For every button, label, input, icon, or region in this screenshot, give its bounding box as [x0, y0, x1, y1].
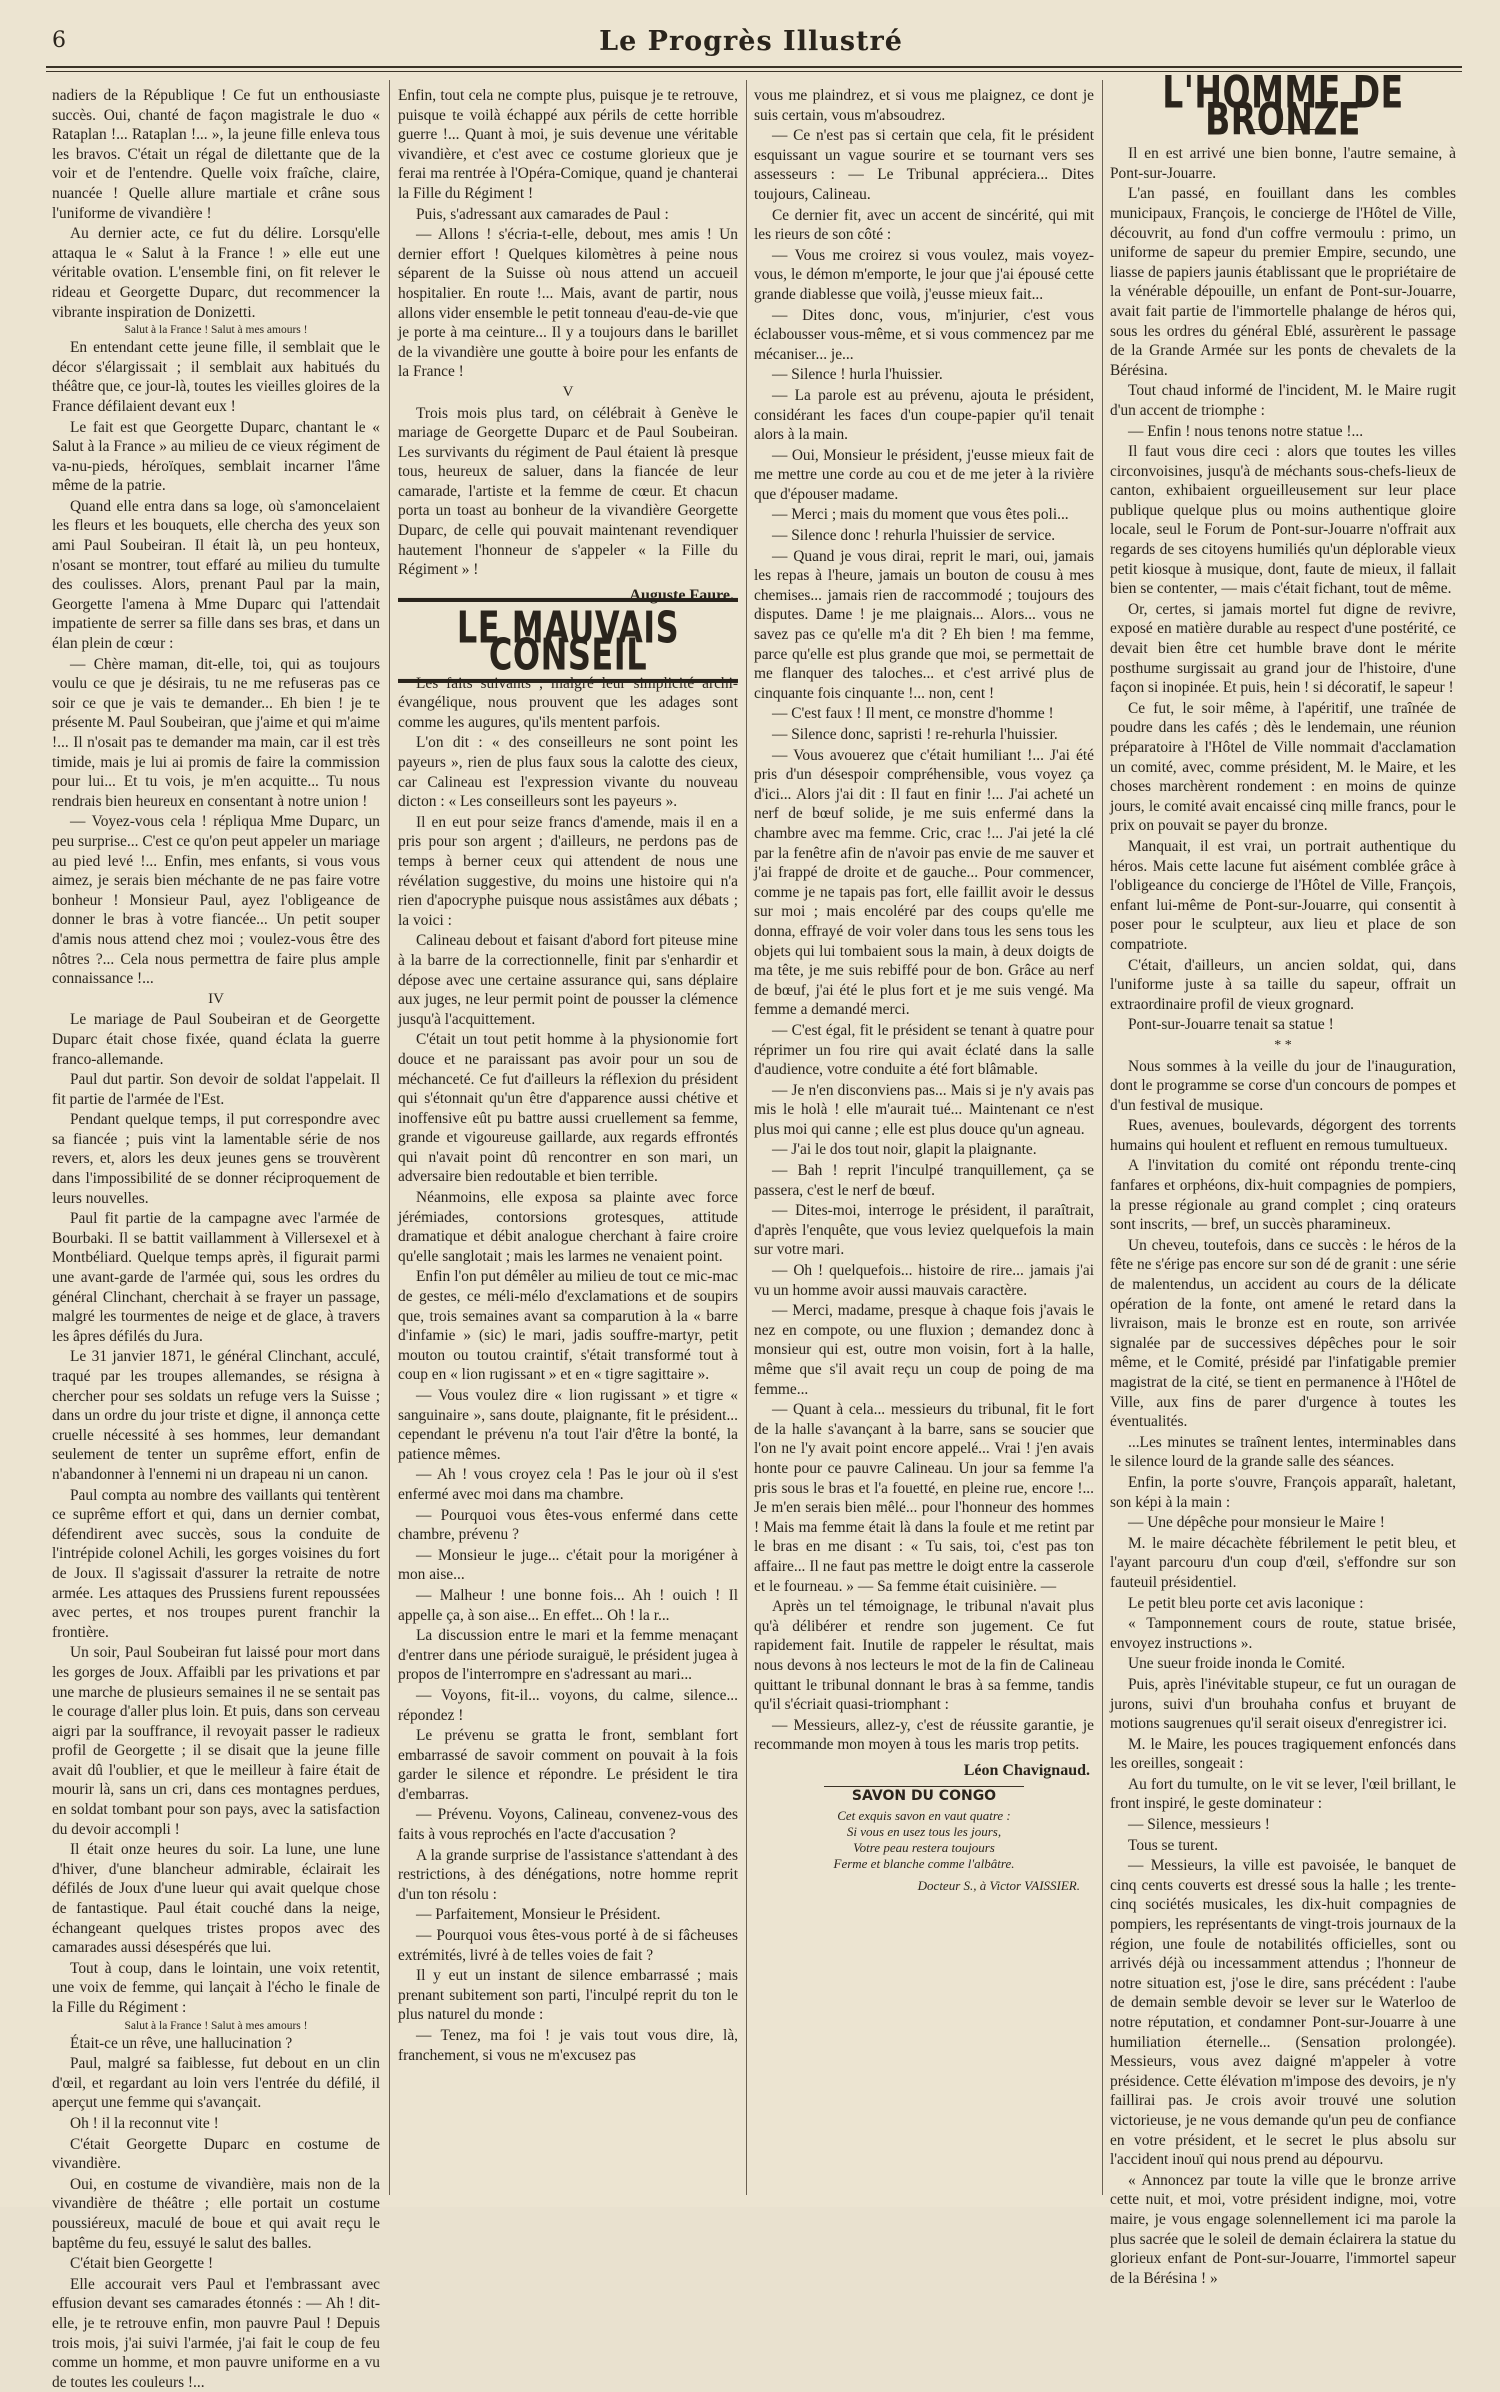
paragraph: Puis, s'adressant aux camarades de Paul :: [416, 205, 669, 223]
paragraph: A la grande surprise de l'assistance s'attendant à des restrictions, à des dénégations, notre homme reprit d'un ton résolu :: [398, 1846, 738, 1903]
ad-line: Votre peau restera toujours: [853, 1840, 995, 1856]
author-signature: Auguste Faure.: [629, 586, 734, 604]
column-divider: [746, 80, 747, 2195]
article-title: L'HOMME DE BRONZE: [1162, 65, 1404, 145]
paragraph: — Voyez-vous cela ! répliqua Mme Duparc, un peu surprise... C'est ce qu'on peut appeler un mariage au pied levé !... Enfin, mes enfants, si vous vous aimez, je serais bien méchante de ne pas faire votre bonheur ! Monsieur Paul, ayez l'obligeance de donner le bras à votre fiancée... Un petit souper d'amis nous attend chez moi ; voulez-vous être des nôtres ?... Cela nous permettra de faire plus ample connaissance !...: [52, 813, 380, 988]
paragraph: — J'ai le dos tout noir, glapit la plaignante.: [772, 1141, 1037, 1159]
paragraph: Les faits suivants ; malgré leur simplicité archi-évangélique, nous prouvent que les adages sont comme les augures, qu'ils mentent parfois.: [398, 674, 738, 731]
paragraph: Le prévenu se gratta le front, semblant fort embarrassé de savoir comment on pouvait à la fois garder le silence et répondre. Le président le tira d'embarras.: [398, 1727, 738, 1803]
paragraph: Tout à coup, dans le lointain, une voix retentit, une voix de femme, qui lançait à l'écho le finale de la Fille du Régiment :: [52, 1959, 380, 2016]
paragraph: Paul dut partir. Son devoir de soldat l'appelait. Il fit partie de l'armée de l'Est.: [52, 1071, 380, 1108]
paragraph: Pendant quelque temps, il put correspondre avec sa fiancée ; puis vint la lamentable série de nos revers, et, alors les deux jeunes gens se trouvèrent dans l'impossibilité de se donner réciproquement de leurs nouvelles.: [52, 1111, 380, 1207]
ad-line: Si vous en usez tous les jours,: [846, 1824, 1002, 1840]
paragraph: Paul compta au nombre des vaillants qui tentèrent ce suprême effort et qui, dans un dernier combat, défendirent avec succès, sous la conduite de l'intrépide colonel Achili, les gorges voisines du fort de Joux. Il s'agissait d'assurer la retraite de notre armée. Les attaques des Prussiens furent repoussées avec pertes, et nos troupes purent franchir la frontière.: [52, 1486, 380, 1641]
paragraph: « Tamponnement cours de route, statue brisée, envoyez instructions ».: [1110, 1615, 1456, 1652]
page-number: 6: [52, 28, 66, 53]
column-1: [52, 86, 380, 2391]
paragraph: — C'est faux ! Il ment, ce monstre d'homme !: [772, 705, 1054, 723]
paragraph: — Silence, messieurs !: [1128, 1816, 1270, 1834]
paragraph: En entendant cette jeune fille, il semblait que le décor s'élargissait ; il semblait aux habitués du théâtre que, ce jour-là, toutes les vieilles gloires de la France défilaient devant eux !: [52, 339, 380, 415]
paragraph: — Bah ! reprit l'inculpé tranquillement, ça se passera, c'est le nerf de bœuf.: [754, 1162, 1094, 1199]
paragraph: Tous se turent.: [1128, 1836, 1218, 1854]
paragraph: A l'invitation du comité ont répondu trente-cinq fanfares et orphéons, dix-huit compagnies de pompiers, la presse régionale au grand complet ; cinq orateurs sont inscrits, — bref, un succès pharamineux.: [1110, 1157, 1456, 1234]
paragraph: — Pourquoi vous êtes-vous porté à de si fâcheuses extrémités, livré à de telles voies de fait ?: [398, 1927, 738, 1964]
paragraph: — Messieurs, allez-y, c'est de réussite garantie, je recommande mon moyen à tous les maris trop petits.: [754, 1716, 1094, 1754]
paragraph: — Merci, madame, presque à chaque fois j'avais le nez en compote, ou une fluxion ; demandez donc à monsieur qui est, outre mon voisin, fort à la halle, même que s'il avait reçu un coup de poing de ma femme...: [754, 1302, 1094, 1398]
paragraph: vous me plaindrez, et si vous me plaignez, ce dont je suis certain, vous m'absoudrez.: [754, 87, 1094, 124]
paragraph: C'était, d'ailleurs, un ancien soldat, qui, dans l'uniforme juste à sa taille du sapeur, offrait un extraordinaire profil de vieux grognard.: [1110, 956, 1456, 1013]
paragraph: — Messieurs, la ville est pavoisée, le banquet de cinq cents couverts est dressé sous la halle ; les trente-cinq sociétés musicales, les dix-huit compagnies de pompiers, les représentants de vingt-trois journaux de la région, une foule de notabilités officielles, sont ou arrivés déjà ou incessamment attendus ; l'honneur de notre situation est, j'ose le dire, sans précédent : l'aube de demain semble devoir se lever sur le Waterloo de notre réputation, et condamner Pont-sur-Jouarre à une humiliation éternelle... (Sensation prolongée). Messieurs, vous avez daigné m'appeler à votre présidence. Cette élévation m'impose des devoirs, je n'y faillirai pas. Je crois avoir trouvé une solution victorieuse, je ne vous demande qu'un peu de confiance en votre président, et le secret le plus absolu sur l'accident inouï qui nous prend au dépourvu.: [1110, 1857, 1456, 2169]
paragraph: Il en eut pour seize francs d'amende, mais il en a pris pour son argent ; d'ailleurs, ne perdons pas de temps à berner ceux qui attendent de nous une révélation suggestive, du moins une histoire qui n'a rien d'apocryphe puisque nous assistâmes aux débats ; la voici :: [398, 813, 738, 929]
paragraph: M. le Maire, les pouces tragiquement enfoncés dans les oreilles, songeait :: [1110, 1735, 1456, 1773]
paragraph: — Silence ! hurla l'huissier.: [772, 366, 943, 384]
paragraph: Enfin l'on put démêler au milieu de tout ce mic-mac de gestes, ce méli-mélo d'exclamations et de soupirs que, trois semaines avant sa comparution à la « barre d'infamie » (sic) le mari, jadis souffre-martyr, petit mouton ou toutou craintif, s'était transformé tout à coup en « lion rugissant » et en « tigre sagittaire ».: [398, 1268, 738, 1384]
page-header: [46, 26, 1456, 60]
paragraph: C'était un tout petit homme à la physionomie fort douce et ne paraissant pas avoir pour un sou de méchanceté. Ce fut d'ailleurs la réflexion du président qui s'étonnait qu'un être d'apparence aussi chétive et inoffensive eût pu battre aussi cruellement sa femme, grande et vigoureuse gaillarde, aux regards effrontés qui n'avait point dû rencontrer en son mari, un adversaire bien redoutable et bien terrible.: [398, 1031, 738, 1186]
paragraph: Le petit bleu porte cet avis laconique :: [1128, 1594, 1364, 1612]
paragraph: Un soir, Paul Soubeiran fut laissé pour mort dans les gorges de Joux. Affaibli par les privations et par une marche de plusieurs semaines il ne se sentait pas le courage d'aller plus loin. Et puis, dans son cerveau aigri par la souffrance, il revoyait passer le radieux profil de Georgette ; il se disait que la jeune fille avait dû l'oublier, et que le meilleur à faire était de mourir là, sans un cri, dans ces montagnes perdues, en soldat tombant pour son pays, avec la satisfaction du devoir accompli !: [52, 1644, 380, 1838]
ad-line: Cet exquis savon en vaut quatre :: [837, 1808, 1011, 1824]
paragraph: Au dernier acte, ce fut du délire. Lorsqu'elle attaqua le « Salut à la France ! » elle eut une véritable ovation. L'ensemble fini, on fit relever le rideau et Georgette Duparc, dut recommencer la vibrante inspiration de Donizetti.: [52, 225, 380, 321]
paragraph: — Je n'en disconviens pas... Mais si je n'y avais pas mis le holà ! elle m'aurait tué... Maintenant ce n'est plus moi qui canne ; elle est plus douce qu'un agneau.: [754, 1081, 1094, 1138]
paragraph: Néanmoins, elle exposa sa plainte avec force jérémiades, contorsions grotesques, attitude dramatique et débit analogue cherchant à faire croire qu'elle sanglotait ; mais les larmes ne venaient point.: [398, 1189, 738, 1265]
paragraph: — Allons ! s'écria-t-elle, debout, mes amis ! Un dernier effort ! Quelques kilomètres à peine nous séparent de la Suisse où nous attend un accueil hospitalier. En route !... Mais, avant de partir, nous allons vider ensemble le petit tonneau d'eau-de-vie que je porte à ma ceinture... Il y a toujours dans le barillet de la vivandière une goutte à boire pour les enfants de la France !: [398, 226, 738, 381]
paragraph: — Chère maman, dit-elle, toi, qui as toujours voulu ce que je désirais, tu ne me refuseras pas ce soir ce que je vais te demander... Eh bien ! je te présente M. Paul Soubeiran, que j'aime et qui m'aime !... Il n'osait pas te demander ma main, car il est très timide, mais je lui ai promis de faire la commission pour lui... Et tu vois, je m'en acquitte... Tu nous rendrais bien heureux en consentant à notre union !: [52, 655, 380, 810]
paragraph: Trois mois plus tard, on célébrait à Genève le mariage de Georgette Duparc et de Paul Soubeiran. Les survivants du régiment de Paul étaient là presque tous, heureux de saluer, dans la fiancée de leur camarade, l'artiste et la femme de cœur. Et chacun porta un toast au bonheur de la vivandière Georgette Duparc, de celle qui pouvait maintenant revendiquer hautement l'honneur de s'appeler « la Fille du Régiment » !: [398, 404, 738, 579]
paragraph: Il faut vous dire ceci : alors que toutes les villes circonvoisines, jusqu'à de méchants sous-chefs-lieux de canton, exhibaient orgueilleusement sur leur place publique quelque plus ou moins authentique gloire locale, seul le Forum de Pont-sur-Jouarre n'offrait aux regards de ses citoyens humiliés qu'un déplorable vieux petit kiosque à musique, dont, faute de mieux, il fallait bien se contenter, — mais c'était fichant, tout de même.: [1110, 443, 1456, 598]
column-divider: [1102, 80, 1103, 2195]
paragraph: M. le maire décachète fébrilement le petit bleu, et l'ayant parcouru d'un coup d'œil, s'effondre sur son fauteuil présidentiel.: [1110, 1534, 1456, 1591]
paragraph: La discussion entre le mari et la femme menaçant d'entrer dans une période suraiguë, le président jugea à propos de l'interrompre en s'adressant au mari...: [398, 1627, 738, 1684]
paragraph: — La parole est au prévenu, ajouta le président, considérant les faces d'un coupe-papier qu'il tenait alors à la main.: [754, 386, 1094, 444]
paragraph: — Monsieur le juge... c'était pour la morigéner à mon aise...: [398, 1546, 738, 1584]
paragraph: — Quand je vous dirai, reprit le mari, oui, jamais les repas à l'heure, jamais un bouton de cousu à mes chemises... jamais rien de raccommodé ; toujours des disputes. Dame ! je me plaignais... Alors... vous ne savez pas ce qu'elle m'a dit ? Eh bien ! ma femme, parce qu'elle est plus grande que moi, se permettait de me flanquer des taloches... et c'est arrivé plus de cinquante fois cinquante !... non, cent !: [754, 547, 1094, 702]
paragraph: — Voyons, fit-il... voyons, du calme, silence... répondez !: [398, 1686, 738, 1724]
paragraph: Un cheveu, toutefois, dans ce succès : le héros de la fête ne s'érige pas encore sur son dé de granit : une série de malentendus, un accident au cours de la délicate opération de la fonte, ont amené le retard dans la livraison, mais le bronze est en route, son arrivée signalée par de successives dépêches pour le soir même, et le Comité, présidé par l'infatigable premier magistrat de la cité, se tient en permanence à l'Hôtel de Ville, aux fins de parer d'urgence à toutes les éventualités.: [1110, 1236, 1456, 1431]
paragraph: — Silence donc, sapristi ! re-rehurla l'huissier.: [772, 726, 1058, 743]
ad-signature: Docteur S., à Victor VAISSIER.: [917, 1878, 1080, 1894]
paragraph: — Prévenu. Voyons, Calineau, convenez-vous des faits à vous reprochés en l'acte d'accusation ?: [398, 1806, 738, 1844]
paragraph: — Ah ! vous croyez cela ! Pas le jour où il s'est enfermé avec moi dans ma chambre.: [398, 1466, 738, 1503]
paragraph: — Parfaitement, Monsieur le Président.: [416, 1906, 661, 1924]
paragraph: Enfin, tout cela ne compte plus, puisque je te retrouve, puisque te voilà échappé aux périls de cette horrible guerre !... Quant à moi, je suis devenue une véritable vivandière, et c'est avec ce costume glorieux que je ferai ma rentrée à l'Opéra-Comique, quand je chanterai la Fille du Régiment !: [398, 87, 738, 202]
paragraph: — Pourquoi vous êtes-vous enfermé dans cette chambre, prévenu ?: [398, 1506, 738, 1544]
paragraph: — Tenez, ma foi ! je vais tout vous dire, là, franchement, si vous ne m'excusez pas: [398, 2027, 738, 2064]
paragraph: — Silence donc ! rehurla l'huissier de service.: [772, 527, 1056, 545]
paragraph: — C'est égal, fit le président se tenant à quatre pour réprimer un fou rire qui avait éclaté dans la salle d'audience, votre conduite a été fort blâmable.: [754, 1021, 1094, 1079]
paragraph: Rues, avenues, boulevards, dégorgent des torrents humains qui houlent et refluent en remous tumultueux.: [1110, 1117, 1456, 1154]
section-number: V: [562, 383, 574, 400]
article-title: LE MAUVAIS CONSEIL: [398, 598, 738, 683]
author-signature: Léon Chavignaud.: [963, 1761, 1090, 1779]
song-lyric: Salut à la France ! Salut à mes amours !: [124, 2019, 308, 2032]
paragraph: Paul fit partie de la campagne avec l'armée de Bourbaki. Il se battit vaillamment à Villersexel et à Montbéliard. Quelque temps après, il figurait parmi une avant-garde de l'armée qui, sous les ordres du général Clinchant, cherchait à se frayer un passage, malgré les tourmentes de neige et de glace, à travers les âpres défilés du Jura.: [52, 1210, 380, 1345]
paragraph: L'an passé, en fouillant dans les combles municipaux, François, le concierge de l'Hôtel de Ville, découvrit, au fond d'un coffre vermoulu : primo, un uniforme de sapeur du premier Empire, secundo, une liasse de papiers jaunis établissant que le propriétaire de la vénérable dépouille, un enfant de Pont-sur-Jouarre, avait fait partie de l'immortelle phalange de héros qui, sous les ordres du général Eblé, assurèrent le passage de la Grande Armée sur les ponts de chevalets de la Bérésina.: [1110, 185, 1456, 379]
ad-title: SAVON DU CONGO: [851, 1788, 997, 1805]
song-lyric: Salut à la France ! Salut à mes amours !: [124, 324, 308, 337]
paragraph: Oh ! il la reconnut vite !: [70, 2114, 219, 2132]
paragraph: Manquait, il est vrai, un portrait authentique du héros. Mais cette lacune fut aisément comblée grâce à l'obligeance du concierge de l'Hôtel de Ville, François, enfant lui-même de Pont-sur-Jouarre, qui consentit à poser pour le sculpteur, aux lieu et place de son compatriote.: [1110, 837, 1456, 953]
paragraph: Après un tel témoignage, le tribunal n'avait plus qu'à délibérer et rendre son jugement. Ce fut rapidement fait. Inutile de rappeler le résultat, mais nous devons à nos lecteurs le mot de la fin de Calineau quittant le tribunal donnant le bras à sa femme, tandis qu'il s'écriait quasi-triomphant :: [754, 1598, 1094, 1714]
paragraph: Elle accourait vers Paul et l'embrassant avec effusion devant ses camarades étonnés : — Ah ! dit-elle, je te retrouve enfin, mon pauvre Paul ! Depuis trois mois, j'ai suivi l'armée, j'ai fait le coup de feu comme un homme, et mon pauvre uniforme en a vu de toutes les couleurs !...: [52, 2275, 380, 2391]
column-divider: [389, 80, 390, 2195]
paragraph: Le mariage de Paul Soubeiran et de Georgette Duparc était chose fixée, quand éclata la guerre franco-allemande.: [52, 1011, 380, 1068]
section-separator: * *: [1274, 1037, 1292, 1053]
column-2: [398, 86, 738, 2196]
paragraph: Tout chaud informé de l'incident, M. le Maire rugit d'un accent de triomphe :: [1110, 382, 1456, 419]
paragraph: — Une dépêche pour monsieur le Maire !: [1128, 1514, 1385, 1532]
paragraph: Il y eut un instant de silence embarrassé ; mais prenant subitement son parti, l'inculpé reprit du ton le plus naturel du monde :: [398, 1967, 738, 2024]
paragraph: — Malheur ! une bonne fois... Ah ! ouich ! Il appelle ça, à son aise... En effet... Oh ! la r...: [398, 1586, 738, 1624]
paragraph: Ce dernier fit, avec un accent de sincérité, qui mit les rieurs de son côté :: [754, 206, 1094, 244]
paragraph: Oui, en costume de vivandière, mais non de la vivandière de théâtre ; elle portait un costume poussiéreux, maculé de boue et qui avait reçu le baptême du feu, essuyé le salut des balles.: [52, 2175, 380, 2252]
paragraph: — Enfin ! nous tenons notre statue !...: [1128, 422, 1364, 440]
ad-line: Ferme et blanche comme l'albâtre.: [833, 1856, 1015, 1872]
paragraph: Une sueur froide inonda le Comité.: [1128, 1655, 1346, 1673]
paragraph: Le fait est que Georgette Duparc, chantant le « Salut à la France » au milieu de ce vieux régiment de va-nu-pieds, héroïques, semblait incarner l'âme même de la patrie.: [52, 418, 380, 495]
paragraph: Pont-sur-Jouarre tenait sa statue !: [1128, 1016, 1334, 1034]
column-4: [1110, 65, 1456, 2287]
paragraph: Ce fut, le soir même, à l'apéritif, une traînée de poudre dans les cafés ; dès le lendemain, une réunion préparatoire à l'Hôtel de Ville nommait d'acclamation un comité, avec, comme président, M. le Maire, et les choses marchèrent rondement : en moins de quinze jours, le comité avait encaissé cinq mille francs, pour le prix on pouvait se payer du bronze.: [1110, 699, 1456, 835]
paragraph: — Quant à cela... messieurs du tribunal, fit le fort de la halle s'avançant à la barre, sans se soucier que l'on ne l'y avait point encore appelé... Vrai ! j'en avais honte pour ce pauvre Calineau. Un jour sa femme l'a pris sous le bras et l'a fouetté, en pleine rue, encore !... Je m'en serais bien mêlé... pour l'honneur des hommes ! Mais ma femme était là dans la foule et me retint par le bras en me disant : « Tu sais, toi, c'est pas ton affaire... Il ne faut pas mettre le doigt entre la casserole et le fourneau. » — Sa femme était cuisinière. —: [754, 1401, 1094, 1595]
paragraph: Au fort du tumulte, on le vit se lever, l'œil brillant, le front inspiré, le geste dominateur :: [1110, 1775, 1456, 1813]
paragraph: Nous sommes à la veille du jour de l'inauguration, dont le programme se corse d'un concours de pompes et d'un festival de musique.: [1110, 1057, 1456, 1114]
column-3: [754, 86, 1094, 2196]
section-number: IV: [208, 990, 224, 1007]
paragraph: Or, certes, si jamais mortel fut digne de revivre, exposé en matière durable au respect d'une postérité, ce devait bien être cet humble brave dont le mérite posthume surgissait au grand jour de l'histoire, d'une façon si inopinée. Et puis, hein ! si décoratif, le sapeur !: [1110, 600, 1456, 697]
paragraph: — Merci ; mais du moment que vous êtes poli...: [772, 506, 1069, 524]
paragraph: Il en est arrivé une bien bonne, l'autre semaine, à Pont-sur-Jouarre.: [1110, 145, 1456, 182]
paragraph: Paul, malgré sa faiblesse, fut debout en un clin d'œil, et regardant au loin vers l'entrée du défilé, il aperçut une femme qui s'avançait.: [52, 2055, 380, 2112]
paragraph: Quand elle entra dans sa loge, où s'amoncelaient les fleurs et les bouquets, elle chercha des yeux son ami Paul Soubeiran. Il était là, un peu honteux, n'osant se montrer, tout effaré au milieu du tumulte des coulisses. Alors, prenant Paul par la main, Georgette l'amena à Mme Duparc qui l'attendait impatiente de serrer sa fille dans ses bras, et dans un élan plein de cœur :: [52, 497, 380, 653]
paragraph: — Oh ! quelquefois... histoire de rire... jamais j'ai vu un homme avoir aussi mauvais caractère.: [754, 1262, 1094, 1299]
paragraph: — Vous me croirez si vous voulez, mais voyez-vous, le démon m'emporte, le jour que j'ai épousé cette grande diablesse que voilà, j'eusse mieux fait...: [754, 246, 1094, 303]
paragraph: — Oui, Monsieur le président, j'eusse mieux fait de me mettre une corde au cou et de me jeter à la rivière que d'épouser madame.: [754, 446, 1094, 503]
paragraph: Était-ce un rêve, une hallucination ?: [70, 2034, 293, 2052]
paragraph: — Ce n'est pas si certain que cela, fit le président esquissant un vague sourire et se tournant vers ses assesseurs : — Le Tribunal appréciera... Dites toujours, Calineau.: [754, 127, 1094, 203]
masthead-title: Le Progrès Illustré: [599, 26, 903, 57]
paragraph: C'était bien Georgette !: [70, 2255, 214, 2273]
paragraph: « Annoncez par toute la ville que le bronze arrive cette nuit, et moi, votre président indigne, moi, votre maire, je vous engage solennellement ici ma parole la plus sacrée que le soleil de demain éclairera la statue du glorieux enfant de Pont-sur-Jouarre, l'immortel sapeur de la Bérésina ! »: [1110, 2171, 1456, 2287]
paragraph: — Dites donc, vous, m'injurier, c'est vous éclabousser vous-même, et si vous commencez par me mécaniser... je...: [754, 306, 1094, 363]
paragraph: L'on dit : « des conseilleurs ne sont point les payeurs », rien de plus faux sous la calotte des cieux, car Calineau est l'expression vivante du nouveau dicton : « Les conseilleurs sont les payeurs ».: [398, 734, 738, 811]
paragraph: Calineau debout et faisant d'abord fort piteuse mine à la barre de la correctionnelle, finit par s'enhardir et dépose avec une certaine assurance qui, sans déplaire aux juges, ne leur permit point de pousser la clémence jusqu'à l'acquittement.: [398, 932, 738, 1028]
paragraph: — Vous voulez dire « lion rugissant » et tigre « sanguinaire », sans doute, plaignante, fit le président... cependant le prévenu n'a tout l'air d'être la bonté, la patience mêmes.: [398, 1387, 738, 1463]
paragraph: ...Les minutes se traînent lentes, interminables dans le silence lourd de la grande salle des séances.: [1110, 1433, 1456, 1471]
paragraph: Le 31 janvier 1871, le général Clinchant, acculé, traqué par les troupes allemandes, se résigna à chercher pour ses soldats un refuge vers la Suisse ; dans un ordre du jour triste et digne, il annonça cette cruelle nécessité à ses hommes, leur demandant seulement de tenter un suprême effort, enfin de n'abandonner à l'ennemi ni un drapeau ni un canon.: [52, 1348, 380, 1483]
paragraph: — Vous avouerez que c'était humiliant !... J'ai été pris d'un désespoir compréhensible, vous voyez ça d'ici... Alors j'ai dit : Il faut en finir !... J'ai acheté un nerf de bœuf solide, je me suis enfermé dans la chambre avec ma femme. Cric, crac !... J'ai jeté la clé par la fenêtre afin de n'avoir pas envie de me sauver et j'ai frappé de droite et de gauche... Pour commencer, comme je ne tapais pas fort, elle faillit avoir le dessus sur moi ; mais encoléré par des coups qu'elle me donna, effrayé de voir voler dans tous les sens tous les objets qui lui tombaient sous la main, à deux doigts de ma tête, je me suis rebiffé pour de bon. Grâce au nerf de bœuf, j'ai été le plus fort et je me suis vengé. Ma femme a demandé merci.: [754, 746, 1094, 1019]
paragraph: — Dites-moi, interroge le président, il paraîtrait, d'après l'enquête, que vous leviez quelquefois la main sur votre mari.: [754, 1202, 1094, 1259]
paragraph: nadiers de la République ! Ce fut un enthousiaste succès. Oui, chanté de façon magistrale le duo « Rataplan !... Rataplan !... », la jeune fille enleva tous les bravos. C'était un régal de dilettante que de la voir et de l'entendre. Quelle voix fraîche, claire, nuancée ! Quelle allure martiale et crâne sous l'uniforme de vivandière !: [52, 87, 380, 222]
paragraph: Enfin, la porte s'ouvre, François apparaît, haletant, son képi à la main :: [1110, 1473, 1456, 1511]
paragraph: Puis, après l'inévitable stupeur, ce fut un ouragan de jurons, suivi d'un brouhaha confus et bruyant de motions saugrenues qu'il serait oiseux d'enregistrer ici.: [1110, 1675, 1456, 1733]
paragraph: C'était Georgette Duparc en costume de vivandière.: [52, 2135, 380, 2173]
paragraph: Il était onze heures du soir. La lune, une lune d'hiver, d'une blancheur admirable, éclairait les défilés de Joux d'une lueur qui avait quelque chose de fantastique. Paul était couché dans la neige, échangeant quelques tristes propos avec des camarades aussi désespérés que lui.: [52, 1841, 380, 1957]
